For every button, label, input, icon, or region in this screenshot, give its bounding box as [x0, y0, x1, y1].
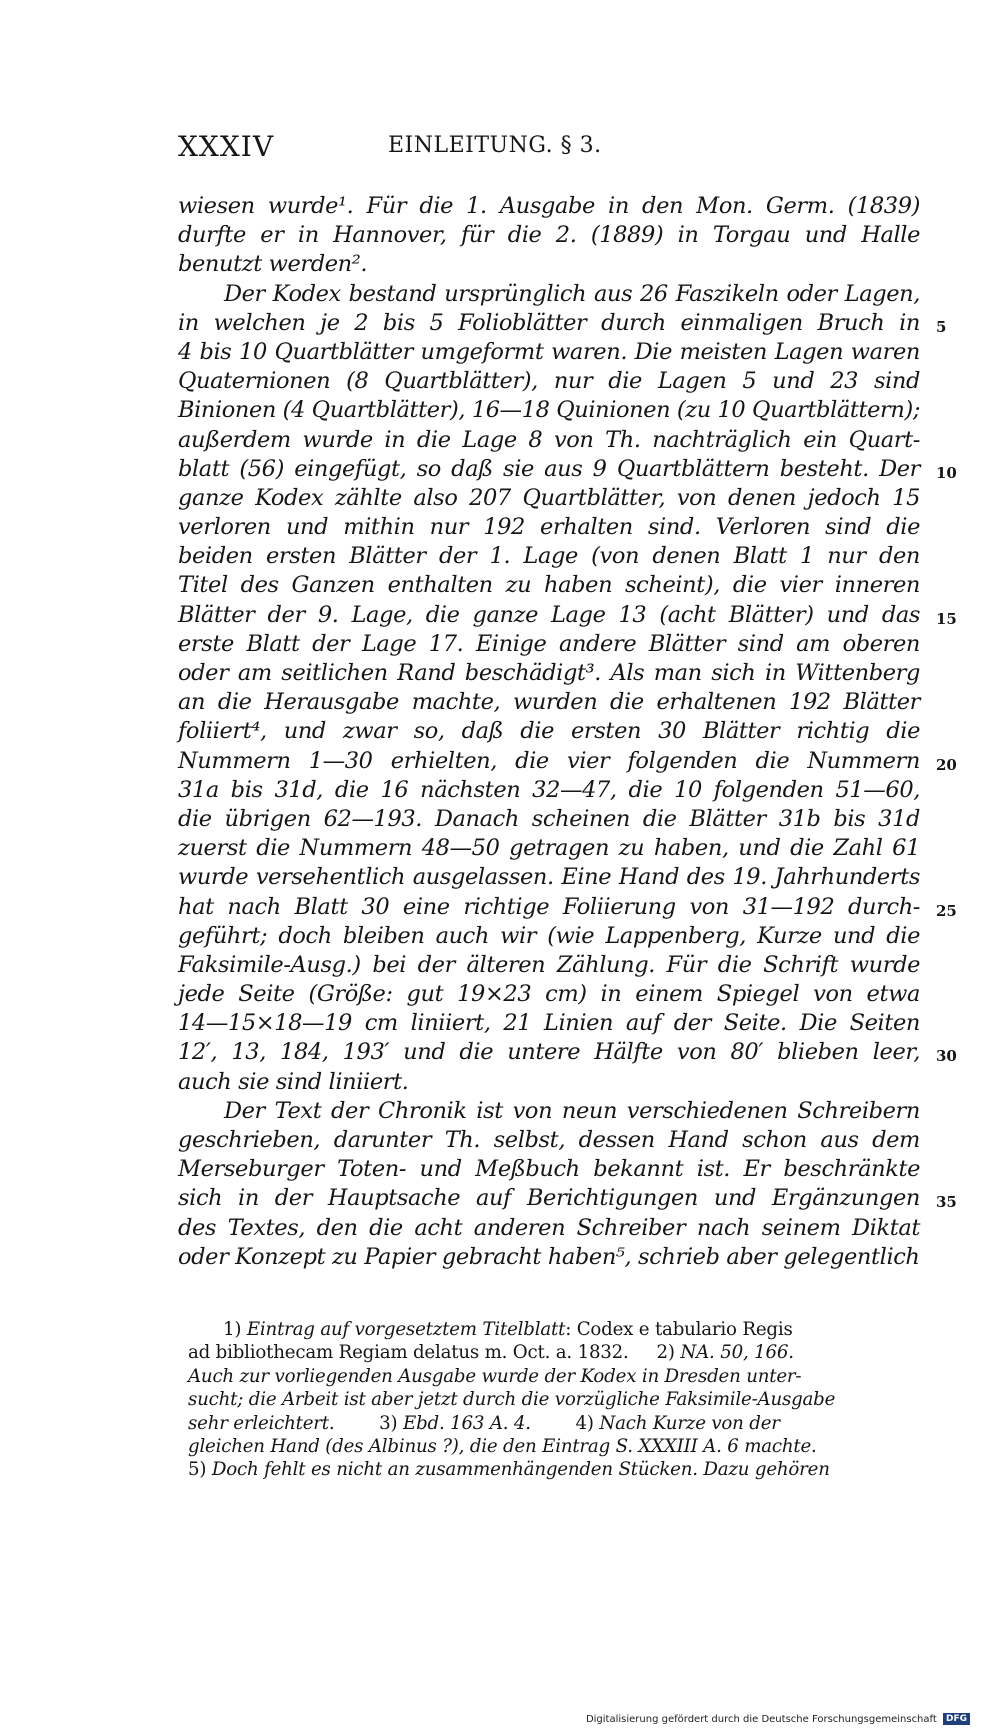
main-text	[178, 192, 957, 1272]
footnotes	[188, 1318, 928, 1482]
line-text: hat nach Blatt 30 eine richtige Foliierung von 31—192 durch-	[178, 893, 920, 920]
text-line	[178, 1038, 957, 1067]
text-line	[178, 1184, 957, 1213]
line-text: 14—15×18—19 cm liniiert, 21 Linien auf der Seite. Die Seiten	[178, 1010, 920, 1037]
line-text: Titel des Ganzen enthalten zu haben scheint), die vier inneren	[178, 572, 920, 599]
text-line	[178, 834, 928, 863]
text-line	[178, 542, 928, 571]
footnote-segment: Nach Kurze von der	[599, 1412, 780, 1434]
text-line	[178, 717, 928, 746]
text-line	[178, 1243, 928, 1272]
footnote-line	[188, 1458, 928, 1481]
footnote-segment: sehr erleichtert.	[188, 1412, 335, 1434]
text-line	[178, 951, 928, 980]
line-text: an die Herausgabe machte, wurden die erhaltenen 192 Blätter	[178, 689, 920, 716]
line-text: benutzt werden².	[178, 251, 368, 278]
line-number: 25	[936, 901, 957, 920]
line-text: wiesen wurde¹. Für die 1. Ausgabe in den Mon. Germ. (1839)	[178, 193, 920, 219]
text-line	[178, 280, 928, 309]
footnote-segment: 5)	[188, 1459, 212, 1481]
running-title: EINLEITUNG. § 3.	[388, 133, 602, 158]
text-line	[178, 1068, 928, 1097]
line-text: Faksimile-Ausg.) bei der älteren Zählung. Für die Schrift wurde	[178, 951, 920, 978]
line-text: 12′, 13, 184, 193′ und die untere Hälfte von 80′ blieben leer,	[178, 1039, 920, 1066]
footnote-segment: : Codex e tabulario Regis	[565, 1319, 793, 1340]
text-line	[178, 805, 928, 834]
line-text: auch sie sind liniiert.	[178, 1068, 409, 1095]
text-line	[178, 1214, 928, 1243]
footnote-segment: sucht; die Arbeit ist aber jetzt durch die vorzügliche Faksimile-Ausgabe	[188, 1389, 836, 1411]
footnote-segment: Doch fehlt es nicht an zusammenhängenden Stücken. Dazu gehören	[211, 1459, 830, 1481]
line-text: die übrigen 62—193. Danach scheinen die Blätter 31b bis 31d	[178, 805, 920, 832]
line-text: 31a bis 31d, die 16 nächsten 32—47, die 10 folgenden 51—60,	[178, 776, 920, 803]
line-number: 10	[936, 463, 957, 482]
text-line	[178, 1126, 928, 1155]
line-text: foliiert⁴, und zwar so, daß die ersten 30 Blätter richtig die	[178, 718, 920, 745]
line-text: Binionen (4 Quartblätter), 16—18 Quinionen (zu 10 Quartblättern);	[178, 397, 920, 424]
line-text: in welchen je 2 bis 5 Folioblätter durch einmaligen Bruch in	[178, 309, 920, 336]
text-line	[178, 1009, 928, 1038]
text-line	[178, 513, 928, 542]
footnote-segment: Eintrag auf vorgesetztem Titelblatt	[246, 1319, 566, 1340]
footnote-segment: NA. 50, 166.	[680, 1342, 794, 1364]
text-line	[178, 367, 928, 396]
text-line	[178, 980, 928, 1009]
text-line	[178, 1155, 928, 1184]
line-text: blatt (56) eingefügt, so daß sie aus 9 Quartblättern besteht. Der	[178, 455, 920, 482]
text-line	[178, 455, 957, 484]
line-text: Blätter der 9. Lage, die ganze Lage 13 (acht Blätter) und das	[178, 601, 920, 628]
line-text: Merseburger Toten- und Meßbuch bekannt ist. Er beschränkte	[178, 1156, 920, 1183]
text-line	[178, 688, 928, 717]
footnote-segment: Auch zur vorliegenden Ausgabe wurde der Kodex in Dresden unter-	[188, 1365, 802, 1387]
text-line	[178, 659, 928, 688]
footnote-segment: Ebd. 163 A. 4.	[403, 1412, 531, 1434]
footnote-line	[188, 1365, 928, 1388]
text-line	[178, 630, 928, 659]
text-line	[178, 221, 928, 250]
line-text: oder am seitlichen Rand beschädigt³. Als man sich in Wittenberg	[178, 660, 920, 686]
text-line	[178, 250, 928, 279]
text-line	[178, 426, 928, 455]
line-text: durfte er in Hannover, für die 2. (1889) in Torgau und Halle	[178, 222, 920, 249]
footnote-line	[188, 1388, 928, 1411]
footnote-segment: ad bibliothecam Regiam delatus m. Oct. a. 1832. 2)	[188, 1342, 681, 1364]
footnote-line	[188, 1435, 928, 1458]
line-text: wurde versehentlich ausgelassen. Eine Hand des 19. Jahrhunderts	[178, 864, 920, 891]
text-line	[178, 776, 928, 805]
line-text: geführt; doch bleiben auch wir (wie Lappenberg, Kurze und die	[178, 922, 920, 949]
text-line	[178, 1097, 928, 1126]
line-number: 15	[936, 609, 957, 628]
footnote-segment: gleichen Hand (des Albinus ?), die den Eintrag S. XXXIII A. 6 machte.	[188, 1435, 817, 1457]
line-text: erste Blatt der Lage 17. Einige andere Blätter sind am oberen	[178, 630, 920, 657]
text-line	[178, 747, 957, 776]
footnote-segment: 3)	[334, 1412, 403, 1434]
text-line	[178, 922, 928, 951]
text-line	[178, 338, 928, 367]
line-number: 20	[936, 755, 957, 774]
line-text: Der Kodex bestand ursprünglich aus 26 Faszikeln oder Lagen,	[224, 280, 920, 307]
footnote-segment: 1)	[223, 1319, 247, 1340]
text-line	[178, 571, 928, 600]
line-text: Der Text der Chronik ist von neun verschiedenen Schreibern	[224, 1097, 920, 1124]
dfg-logo: DFG	[943, 1713, 970, 1725]
line-text: Nummern 1—30 erhielten, die vier folgenden die Nummern	[178, 747, 920, 774]
line-number: 35	[936, 1193, 957, 1212]
footnote-line	[188, 1318, 928, 1341]
footnote-line	[188, 1341, 928, 1364]
line-text: außerdem wurde in die Lage 8 von Th. nachträglich ein Quart-	[178, 426, 920, 453]
page-folio: XXXIV	[178, 130, 275, 163]
line-number: 30	[936, 1047, 957, 1066]
line-text: sich in der Hauptsache auf Berichtigungen und Ergänzungen	[178, 1185, 920, 1212]
digitization-credit	[586, 1713, 970, 1725]
text-line	[178, 484, 928, 513]
line-text: des Textes, den die acht anderen Schreiber nach seinem Diktat	[178, 1214, 920, 1241]
line-text: zuerst die Nummern 48—50 getragen zu haben, und die Zahl 61	[178, 835, 920, 862]
line-text: geschrieben, darunter Th. selbst, dessen Hand schon aus dem	[178, 1127, 920, 1153]
line-number: 5	[936, 317, 947, 336]
line-text: Quaternionen (8 Quartblätter), nur die Lagen 5 und 23 sind	[178, 368, 920, 395]
footnote-segment: 4)	[530, 1412, 600, 1434]
text-line	[178, 396, 928, 425]
text-line	[178, 893, 957, 922]
line-text: beiden ersten Blätter der 1. Lage (von denen Blatt 1 nur den	[178, 543, 920, 570]
line-text: verloren und mithin nur 192 erhalten sind. Verloren sind die	[178, 514, 920, 541]
line-text: 4 bis 10 Quartblätter umgeformt waren. Die meisten Lagen waren	[178, 338, 920, 365]
text-line	[178, 309, 947, 338]
text-line	[178, 192, 928, 221]
footnote-line	[188, 1412, 928, 1435]
line-text: ganze Kodex zählte also 207 Quartblätter, von denen jedoch 15	[178, 484, 920, 511]
text-line	[178, 601, 957, 630]
page-header	[178, 130, 918, 170]
credit-text: Digitalisierung gefördert durch die Deutsche Forschungsgemeinschaft	[585, 1714, 937, 1725]
line-text: jede Seite (Größe: gut 19×23 cm) in einem Spiegel von etwa	[178, 981, 920, 1008]
line-text: oder Konzept zu Papier gebracht haben⁵, schrieb aber gelegentlich	[178, 1243, 920, 1270]
text-line	[178, 863, 928, 892]
